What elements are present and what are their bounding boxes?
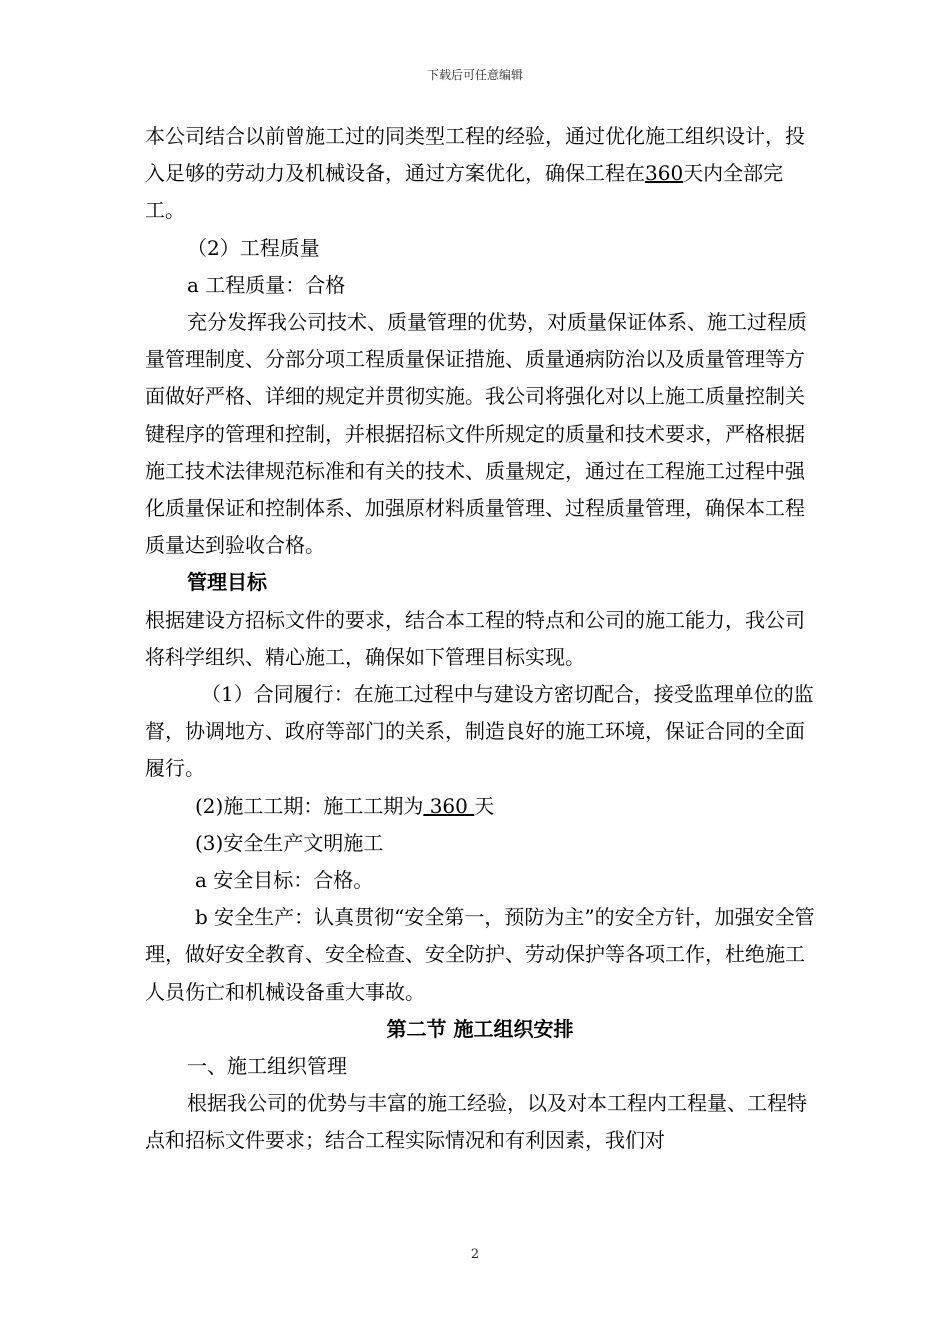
paragraph-duration — [145, 788, 815, 825]
paragraph-schedule — [145, 118, 815, 230]
quality-target: a 工程质量：合格 — [187, 272, 346, 297]
page-header: 下载后可任意编辑 — [426, 68, 523, 82]
paragraph-text: 本公司结合以前曾施工过的同类型工程的经验，通过优化施工组织设计，投入足够的劳动力及机械设备，通过方案优化，确保工程在 — [145, 124, 805, 186]
paragraph-contract: （1）合同履行：在施工过程中与建设方密切配合，接受监理单位的监督，协调地方、政府等部门的关系，制造良好的施工环境，保证合同的全面履行。 — [145, 682, 814, 781]
paragraph-text: (2)施工工期：施工工期为 — [195, 793, 424, 818]
paragraph-safety: b 安全生产：认真贯彻“安全第一，预防为主”的安全方针，加强安全管理，做好安全教育、安全检查、安全防护、劳动保护等各项工作，杜绝施工人员伤亡和机械设备重大事故。 — [145, 905, 815, 1004]
paragraph-quality: 充分发挥我公司技术、质量管理的优势，对质量保证体系、施工过程质量管理制度、分部分项工程质量保证措施、质量通病防治以及质量管理等方面做好严格、详细的规定并贯彻实施。我公司将强化对以上施工质量控制关键程序的管理和控制，并根据招标文件所规定的质量和技术要求，严格根据施工技术法律规范标准和有关的技术、质量规定，通过在工程施工过程中强化质量保证和控制体系、加强原材料质量管理、过程质量管理，确保本工程质量达到验收合格。 — [145, 310, 807, 558]
paragraph-management: 根据建设方招标文件的要求，结合本工程的特点和公司的施工能力，我公司将科学组织、精心施工，确保如下管理目标实现。 — [145, 607, 805, 669]
duration-value: 360 — [423, 793, 475, 818]
paragraph-text: 天 — [474, 793, 495, 818]
days-value: 360 — [645, 161, 684, 186]
heading-organization: 一、施工组织管理 — [187, 1054, 347, 1079]
page-number: 2 — [470, 1247, 480, 1262]
document-body — [145, 118, 815, 1160]
heading-management-goals: 管理目标 — [187, 570, 267, 595]
section-title: 第二节 施工组织安排 — [386, 1016, 574, 1041]
paragraph-organization: 根据我公司的优势与丰富的施工经验，以及对本工程内工程量、工程特点和招标文件要求；结合工程实际情况和有利因素，我们对 — [145, 1091, 807, 1153]
heading-quality: （2）工程质量 — [187, 235, 320, 260]
heading-safety: (3)安全生产文明施工 — [195, 830, 384, 855]
paragraph-text: 天内全部完工。 — [145, 161, 784, 223]
safety-target: a 安全目标：合格。 — [195, 868, 374, 893]
